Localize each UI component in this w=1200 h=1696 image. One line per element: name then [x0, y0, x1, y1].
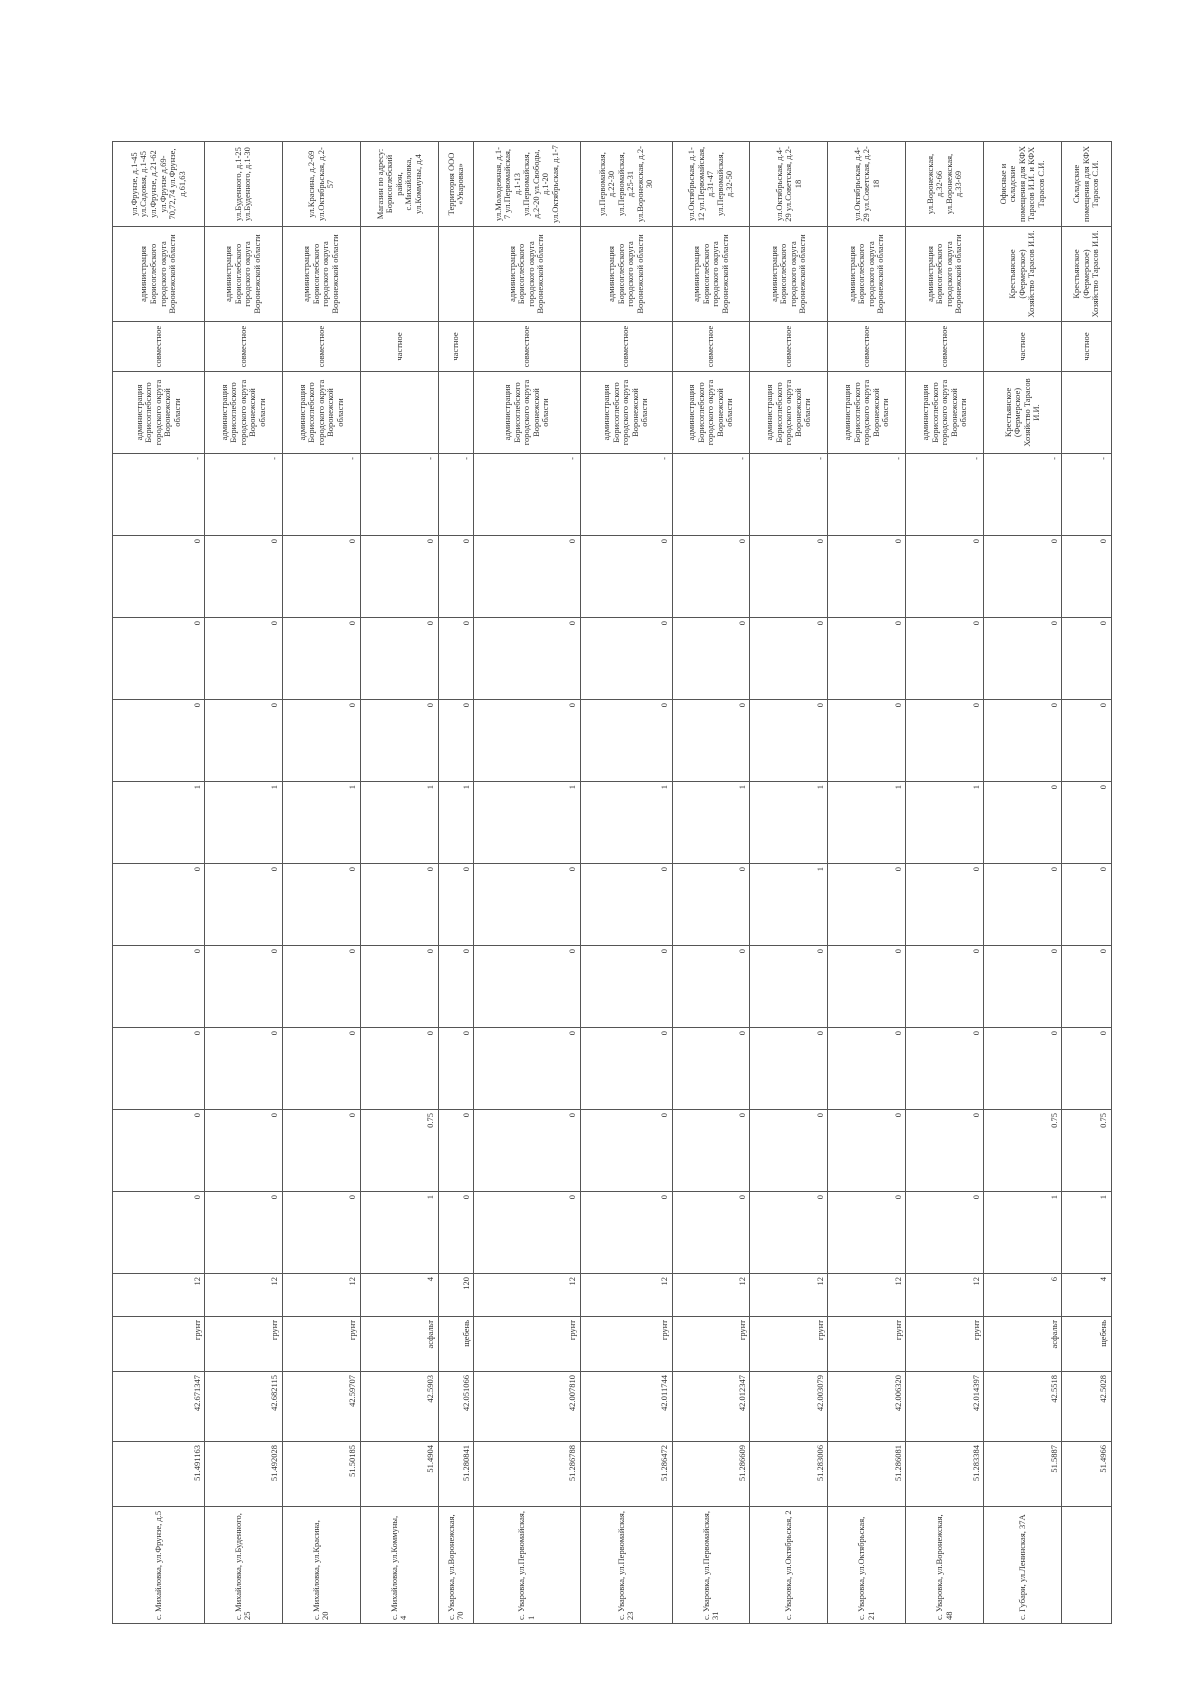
value-cell: 0 — [672, 946, 750, 1028]
container-site-registry-table — [112, 141, 1112, 1624]
waste-sources-cell: ул.Фрунзе, д.1-45 ул.Садовая, д.1-45 ул.Фрунзе, д.21-62 ул.Фрунзе д.69-70,72,74 ул.Фрунзе, д.61,63 — [113, 142, 205, 227]
volume-cell: 0.75 — [360, 1110, 438, 1192]
value-cell: 0 — [282, 864, 360, 946]
value-cell: 0 — [672, 536, 750, 618]
value-cell: 0 — [828, 1028, 906, 1110]
waste-sources-cell: Магазин по адресу: Борисоглебский район, с.Михайловка, ул.Коммуны, д.4 — [360, 142, 438, 227]
owner-cell: администрация Борисоглебского городского округа Воронежской области — [580, 372, 672, 454]
waste-sources-cell: Складские помещения для КФХ Тарасов С.И. — [1062, 142, 1112, 227]
area-cell: 4 — [360, 1274, 438, 1317]
waste-sources-cell: ул.Первомайская, д.22-30 ул.Первомайская, д.25-31 ул.Воронежская, д.2-30 — [580, 142, 672, 227]
longitude-cell: 42.014397 — [906, 1372, 984, 1442]
owner-cell: администрация Борисоглебского городского округа Воронежской области — [672, 372, 750, 454]
longitude-cell: 42.682115 — [205, 1372, 283, 1442]
use-type-cell: совместное — [113, 322, 205, 372]
value-cell: 0 — [672, 864, 750, 946]
area-cell: 12 — [580, 1274, 672, 1317]
value-cell: 0 — [580, 536, 672, 618]
count-cell: 0 — [282, 1192, 360, 1274]
table-row — [906, 142, 984, 1624]
value-cell: 0 — [474, 618, 580, 700]
table-row — [438, 142, 474, 1624]
dash-cell: - — [750, 454, 828, 536]
value-cell: 0 — [360, 618, 438, 700]
value-cell: 0 — [1062, 536, 1112, 618]
volume-cell: 0 — [205, 1110, 283, 1192]
value-cell: 0 — [205, 536, 283, 618]
longitude-cell: 42.051066 — [438, 1372, 474, 1442]
longitude-cell: 42.5903 — [360, 1372, 438, 1442]
value-cell: 0 — [580, 946, 672, 1028]
value-cell: 0 — [474, 864, 580, 946]
value-cell: 0 — [282, 1028, 360, 1110]
owner-cell: администрация Борисоглебского городского округа Воронежской области — [750, 372, 828, 454]
address-cell: с. Губари, ул.Ленинская, 37А — [984, 1507, 1062, 1624]
value-cell: 0 — [828, 536, 906, 618]
area-cell: 12 — [474, 1274, 580, 1317]
latitude-cell: 51.4904 — [360, 1442, 438, 1507]
value-cell: 1 — [113, 782, 205, 864]
value-cell: 0 — [282, 946, 360, 1028]
value-cell: 0 — [360, 536, 438, 618]
address-cell: с. Уваровка, ул.Первомайская, 23 — [580, 1507, 672, 1624]
dash-cell: - — [828, 454, 906, 536]
value-cell: 0 — [1062, 864, 1112, 946]
value-cell: 0 — [113, 700, 205, 782]
count-cell: 1 — [984, 1192, 1062, 1274]
area-cell: 12 — [828, 1274, 906, 1317]
address-cell: с. Михайловка, ул.Фрунзе, д.5 — [113, 1507, 205, 1624]
waste-sources-cell: ул.Октябрьская, д.4-29 ул.Советская, д.2-18 — [750, 142, 828, 227]
dash-cell: - — [282, 454, 360, 536]
value-cell: 0 — [984, 782, 1062, 864]
value-cell: 0 — [474, 700, 580, 782]
volume-cell: 0 — [474, 1110, 580, 1192]
value-cell: 0 — [438, 700, 474, 782]
value-cell: 0 — [750, 700, 828, 782]
latitude-cell: 51.286609 — [672, 1442, 750, 1507]
waste-sources-cell: ул.Октябрьская, д.1-12 ул.Первомайская, д.31-47 ул.Первомайская, д.32-50 — [672, 142, 750, 227]
surface-cell: грунт — [906, 1317, 984, 1372]
owner-cell: администрация Борисоглебского городского округа Воронежской области — [828, 372, 906, 454]
value-cell: 0 — [672, 618, 750, 700]
area-cell: 4 — [1062, 1274, 1112, 1317]
dash-cell: - — [113, 454, 205, 536]
operator-cell: администрация Борисоглебского городского округа Воронежской области — [828, 227, 906, 322]
operator-cell: администрация Борисоглебского городского округа Воронежской области — [580, 227, 672, 322]
operator-cell: администрация Борисоглебского городского округа Воронежской области — [205, 227, 283, 322]
owner-cell: Крестьянское (Фермерское) Хозяйство Тарасов И.И. — [984, 372, 1062, 454]
value-cell: 1 — [750, 782, 828, 864]
dash-cell: - — [474, 454, 580, 536]
value-cell: 0 — [205, 1028, 283, 1110]
value-cell: 0 — [438, 1028, 474, 1110]
waste-sources-cell: ул.Буденного, д.1-25 ул.Буденного, д.1-30 — [205, 142, 283, 227]
value-cell: 0 — [474, 536, 580, 618]
longitude-cell: 42.5518 — [984, 1372, 1062, 1442]
area-cell: 12 — [282, 1274, 360, 1317]
operator-cell: администрация Борисоглебского городского округа Воронежской области — [906, 227, 984, 322]
owner-cell: администрация Борисоглебского городского округа Воронежской области — [474, 372, 580, 454]
value-cell: 0 — [672, 700, 750, 782]
value-cell: 0 — [828, 864, 906, 946]
value-cell: 0 — [580, 700, 672, 782]
table-row — [672, 142, 750, 1624]
address-cell: с. Уваровка, ул.Воронежская, 48 — [906, 1507, 984, 1624]
value-cell: 0 — [906, 536, 984, 618]
count-cell: 0 — [750, 1192, 828, 1274]
surface-cell: грунт — [828, 1317, 906, 1372]
operator-cell: администрация Борисоглебского городского округа Воронежской области — [474, 227, 580, 322]
area-cell: 12 — [672, 1274, 750, 1317]
value-cell: 1 — [282, 782, 360, 864]
value-cell: 1 — [750, 864, 828, 946]
value-cell: 0 — [360, 1028, 438, 1110]
value-cell: 0 — [828, 700, 906, 782]
volume-cell: 0 — [282, 1110, 360, 1192]
value-cell: 1 — [438, 782, 474, 864]
value-cell: 0 — [1062, 782, 1112, 864]
address-cell: с. Уваровка, ул.Октябрьская, 21 — [828, 1507, 906, 1624]
owner-cell — [1062, 372, 1112, 454]
table-row — [580, 142, 672, 1624]
value-cell: 0 — [750, 618, 828, 700]
value-cell: 0 — [282, 700, 360, 782]
operator-cell — [438, 227, 474, 322]
table-body — [113, 142, 1112, 1624]
value-cell: 0 — [438, 618, 474, 700]
longitude-cell: 42.59707 — [282, 1372, 360, 1442]
value-cell: 0 — [474, 1028, 580, 1110]
surface-cell: грунт — [474, 1317, 580, 1372]
count-cell: 0 — [438, 1192, 474, 1274]
use-type-cell: совместное — [205, 322, 283, 372]
latitude-cell: 51.5887 — [984, 1442, 1062, 1507]
longitude-cell: 42.5028 — [1062, 1372, 1112, 1442]
value-cell: 1 — [474, 782, 580, 864]
surface-cell: щебень — [1062, 1317, 1112, 1372]
latitude-cell: 51.283384 — [906, 1442, 984, 1507]
use-type-cell: совместное — [750, 322, 828, 372]
value-cell: 0 — [750, 946, 828, 1028]
value-cell: 1 — [205, 782, 283, 864]
volume-cell: 0 — [438, 1110, 474, 1192]
longitude-cell: 42.012347 — [672, 1372, 750, 1442]
value-cell: 0 — [205, 700, 283, 782]
value-cell: 0 — [474, 946, 580, 1028]
count-cell: 0 — [828, 1192, 906, 1274]
operator-cell: администрация Борисоглебского городского округа Воронежской области — [750, 227, 828, 322]
dash-cell: - — [205, 454, 283, 536]
owner-cell: администрация Борисоглебского городского округа Воронежской области — [906, 372, 984, 454]
value-cell: 0 — [360, 864, 438, 946]
surface-cell: асфальт — [984, 1317, 1062, 1372]
value-cell: 0 — [438, 536, 474, 618]
waste-sources-cell: ул.Октябрьская, д.4-29 ул.Советская, д.2-18 — [828, 142, 906, 227]
surface-cell: грунт — [750, 1317, 828, 1372]
area-cell: 12 — [750, 1274, 828, 1317]
area-cell: 12 — [906, 1274, 984, 1317]
address-cell: с. Михайловка, ул.Коммуны, 4 — [360, 1507, 438, 1624]
value-cell: 0 — [984, 536, 1062, 618]
value-cell: 1 — [360, 782, 438, 864]
owner-cell: администрация Борисоглебского городского округа Воронежской области — [282, 372, 360, 454]
dash-cell: - — [580, 454, 672, 536]
value-cell: 0 — [984, 864, 1062, 946]
operator-cell: Крестьянское (Фермерское) Хозяйство Тарасов И.И. — [984, 227, 1062, 322]
value-cell: 0 — [205, 618, 283, 700]
longitude-cell: 42.671347 — [113, 1372, 205, 1442]
value-cell: 0 — [205, 946, 283, 1028]
waste-sources-cell: ул.Красина, д.2-69 ул.Октябрьская, д.2-57 — [282, 142, 360, 227]
value-cell: 0 — [580, 1028, 672, 1110]
surface-cell: грунт — [205, 1317, 283, 1372]
table-row — [1062, 142, 1112, 1624]
operator-cell — [360, 227, 438, 322]
use-type-cell: частное — [438, 322, 474, 372]
value-cell: 0 — [360, 700, 438, 782]
longitude-cell: 42.003079 — [750, 1372, 828, 1442]
waste-sources-cell: Офисные и складские помещения для КФХ Тарасов И.И. и КФХ Тарасов С.И. — [984, 142, 1062, 227]
latitude-cell: 51.286788 — [474, 1442, 580, 1507]
use-type-cell: частное — [360, 322, 438, 372]
volume-cell: 0 — [672, 1110, 750, 1192]
volume-cell: 0 — [906, 1110, 984, 1192]
value-cell: 0 — [1062, 700, 1112, 782]
surface-cell: щебень — [438, 1317, 474, 1372]
operator-cell: Крестьянское (Фермерское) Хозяйство Тарасов И.И. — [1062, 227, 1112, 322]
value-cell: 1 — [828, 782, 906, 864]
value-cell: 0 — [828, 946, 906, 1028]
surface-cell: грунт — [580, 1317, 672, 1372]
count-cell: 0 — [580, 1192, 672, 1274]
value-cell: 0 — [113, 946, 205, 1028]
value-cell: 1 — [580, 782, 672, 864]
use-type-cell: совместное — [672, 322, 750, 372]
area-cell: 12 — [205, 1274, 283, 1317]
value-cell: 0 — [906, 700, 984, 782]
latitude-cell: 51.286472 — [580, 1442, 672, 1507]
waste-sources-cell: ул.Воронежская, д.32-66 ул.Воронежская, д.33-69 — [906, 142, 984, 227]
owner-cell — [360, 372, 438, 454]
value-cell: 0 — [205, 864, 283, 946]
table-row — [750, 142, 828, 1624]
value-cell: 0 — [984, 1028, 1062, 1110]
dash-cell: - — [438, 454, 474, 536]
value-cell: 0 — [906, 946, 984, 1028]
value-cell: 0 — [1062, 1028, 1112, 1110]
surface-cell: грунт — [672, 1317, 750, 1372]
owner-cell: администрация Борисоглебского городского округа Воронежской области — [205, 372, 283, 454]
address-cell: с. Уваровка, ул.Первомайская, 1 — [474, 1507, 580, 1624]
dash-cell: - — [1062, 454, 1112, 536]
count-cell: 0 — [205, 1192, 283, 1274]
use-type-cell: совместное — [282, 322, 360, 372]
table-row — [113, 142, 205, 1624]
dash-cell: - — [984, 454, 1062, 536]
value-cell: 0 — [113, 618, 205, 700]
value-cell: 0 — [828, 618, 906, 700]
latitude-cell: 51.286081 — [828, 1442, 906, 1507]
value-cell: 0 — [282, 536, 360, 618]
table-row — [828, 142, 906, 1624]
value-cell: 0 — [580, 864, 672, 946]
table-row — [474, 142, 580, 1624]
value-cell: 0 — [282, 618, 360, 700]
area-cell: 12 — [113, 1274, 205, 1317]
table-row — [205, 142, 283, 1624]
value-cell: 0 — [1062, 618, 1112, 700]
value-cell: 0 — [580, 618, 672, 700]
use-type-cell: совместное — [828, 322, 906, 372]
value-cell: 0 — [113, 536, 205, 618]
value-cell: 0 — [438, 946, 474, 1028]
value-cell: 0 — [984, 946, 1062, 1028]
latitude-cell: 51.492028 — [205, 1442, 283, 1507]
longitude-cell: 42.011744 — [580, 1372, 672, 1442]
value-cell: 0 — [1062, 946, 1112, 1028]
area-cell: 120 — [438, 1274, 474, 1317]
dash-cell: - — [360, 454, 438, 536]
waste-sources-cell: ул.Молодежная, д.1-7 ул.Первомайская, д.1-13 ул.Первомайская, д.2-20 ул.Свободы, д.1-20 ул.Октябрьская, д.1-7 — [474, 142, 580, 227]
value-cell: 0 — [113, 1028, 205, 1110]
longitude-cell: 42.007810 — [474, 1372, 580, 1442]
latitude-cell: 51.491163 — [113, 1442, 205, 1507]
address-cell: с. Уваровка, ул.Воронежская, 70 — [438, 1507, 474, 1624]
surface-cell: грунт — [113, 1317, 205, 1372]
volume-cell: 0.75 — [984, 1110, 1062, 1192]
table-row — [282, 142, 360, 1624]
address-cell — [1062, 1507, 1112, 1624]
volume-cell: 0 — [750, 1110, 828, 1192]
latitude-cell: 51.283006 — [750, 1442, 828, 1507]
use-type-cell: частное — [1062, 322, 1112, 372]
dash-cell: - — [906, 454, 984, 536]
value-cell: 0 — [750, 1028, 828, 1110]
count-cell: 0 — [906, 1192, 984, 1274]
table-row — [984, 142, 1062, 1624]
volume-cell: 0.75 — [1062, 1110, 1112, 1192]
value-cell: 0 — [360, 946, 438, 1028]
value-cell: 1 — [672, 782, 750, 864]
use-type-cell: совместное — [474, 322, 580, 372]
surface-cell: грунт — [282, 1317, 360, 1372]
value-cell: 0 — [906, 1028, 984, 1110]
owner-cell — [438, 372, 474, 454]
owner-cell: администрация Борисоглебского городского округа Воронежской области — [113, 372, 205, 454]
table-row — [360, 142, 438, 1624]
use-type-cell: совместное — [906, 322, 984, 372]
volume-cell: 0 — [828, 1110, 906, 1192]
value-cell: 1 — [906, 782, 984, 864]
value-cell: 0 — [906, 864, 984, 946]
operator-cell: администрация Борисоглебского городского округа Воронежской области — [113, 227, 205, 322]
volume-cell: 0 — [113, 1110, 205, 1192]
area-cell: 6 — [984, 1274, 1062, 1317]
address-cell: с. Михайловка, ул.Буденного, 25 — [205, 1507, 283, 1624]
use-type-cell: частное — [984, 322, 1062, 372]
waste-sources-cell: Территория ООО «Уваровка» — [438, 142, 474, 227]
operator-cell: администрация Борисоглебского городского округа Воронежской области — [282, 227, 360, 322]
value-cell: 0 — [906, 618, 984, 700]
latitude-cell: 51.4966 — [1062, 1442, 1112, 1507]
rotated-page — [112, 145, 1112, 1624]
value-cell: 0 — [113, 864, 205, 946]
value-cell: 0 — [984, 618, 1062, 700]
address-cell: с. Уваровка, ул.Первомайская, 31 — [672, 1507, 750, 1624]
count-cell: 1 — [1062, 1192, 1112, 1274]
use-type-cell: совместное — [580, 322, 672, 372]
volume-cell: 0 — [580, 1110, 672, 1192]
value-cell: 0 — [984, 700, 1062, 782]
surface-cell: асфальт — [360, 1317, 438, 1372]
value-cell: 0 — [750, 536, 828, 618]
count-cell: 1 — [360, 1192, 438, 1274]
count-cell: 0 — [474, 1192, 580, 1274]
latitude-cell: 51.280841 — [438, 1442, 474, 1507]
address-cell: с. Михайловка, ул.Красина, 20 — [282, 1507, 360, 1624]
dash-cell: - — [672, 454, 750, 536]
value-cell: 0 — [438, 864, 474, 946]
count-cell: 0 — [672, 1192, 750, 1274]
longitude-cell: 42.006320 — [828, 1372, 906, 1442]
address-cell: с. Уваровка, ул.Октябрьская, 2 — [750, 1507, 828, 1624]
latitude-cell: 51.50185 — [282, 1442, 360, 1507]
count-cell: 0 — [113, 1192, 205, 1274]
value-cell: 0 — [672, 1028, 750, 1110]
operator-cell: администрация Борисоглебского городского округа Воронежской области — [672, 227, 750, 322]
